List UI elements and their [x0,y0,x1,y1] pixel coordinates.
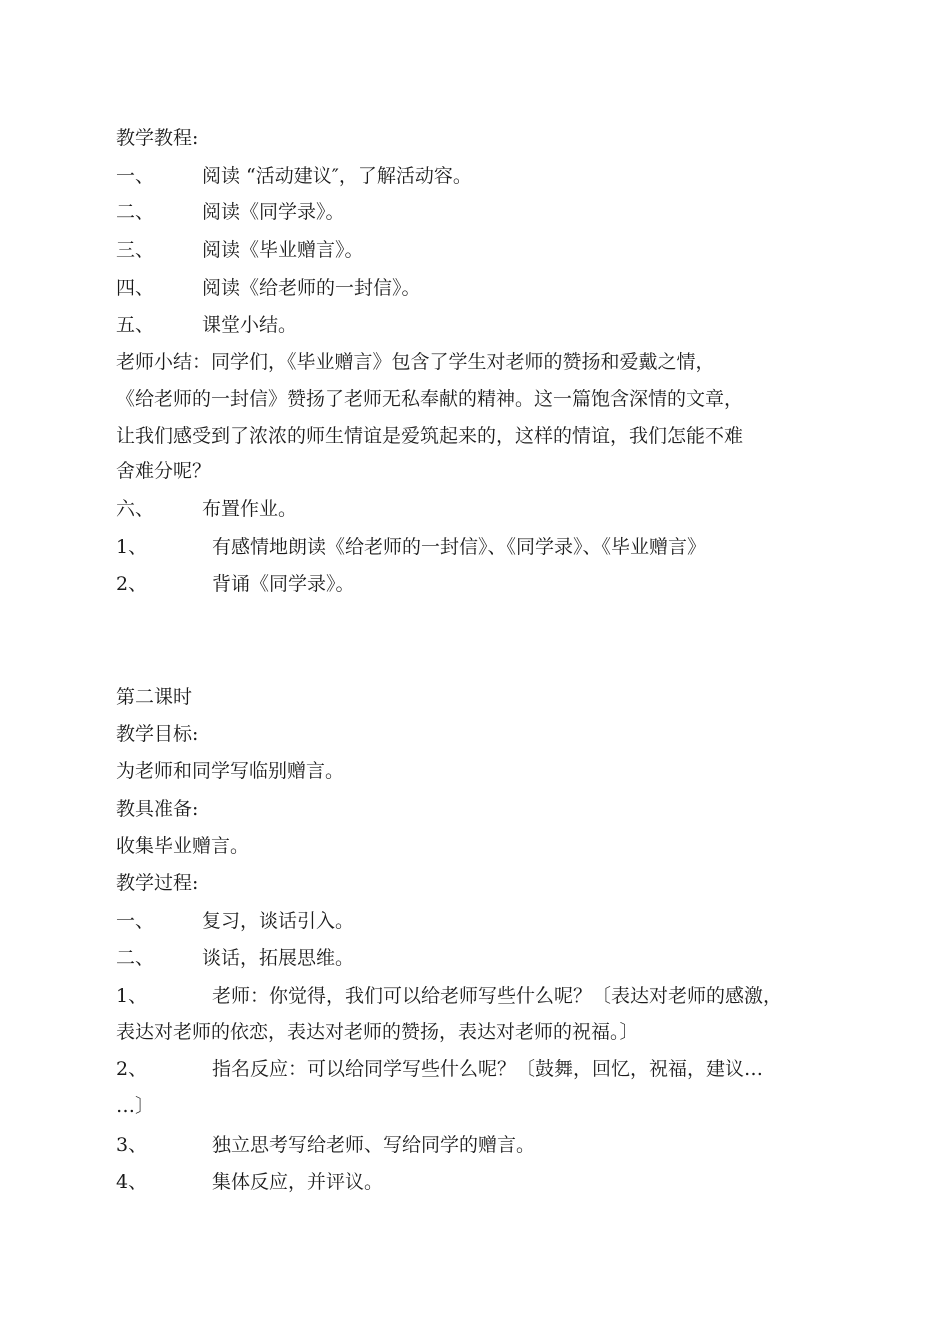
goal-text: 为老师和同学写临别赠言。 [116,760,345,782]
step-number: 二、 [116,201,155,223]
process-item-continuation: …〕 [116,1095,155,1117]
step-number: 五、 [116,314,155,336]
section-heading: 教学教程: [116,127,199,149]
step-line [116,238,364,262]
item-text: 独立思考写给老师、写给同学的赠言。 [212,1134,536,1156]
step-text: 阅读《毕业赠言》。 [202,239,364,261]
process-item [116,1057,763,1081]
lesson-title: 第二课时 [116,686,193,708]
homework-number: 1、 [116,536,148,558]
step-text: 阅读《同学录》。 [202,201,345,223]
step-text: 谈话，拓展思维。 [202,947,355,969]
process-label: 教学过程: [116,872,199,894]
step-line [116,200,345,224]
step-line [116,313,297,337]
step-number: 六、 [116,498,155,520]
item-text: 老师：你觉得，我们可以给老师写些什么呢？〔表达对老师的感激， [212,985,783,1007]
item-text: 集体反应，并评议。 [212,1171,384,1193]
step-text: 阅读 “活动建议″，了解活动容。 [202,165,472,187]
step-line [116,164,472,188]
item-number: 4、 [116,1171,148,1193]
homework-number: 2、 [116,573,148,595]
process-item [116,984,782,1008]
prep-text: 收集毕业赠言。 [116,835,250,857]
step-number: 三、 [116,239,155,261]
step-line [116,497,297,521]
step-number: 二、 [116,947,155,969]
summary-line: 舍难分呢？ [116,460,212,482]
step-line [116,276,421,300]
item-number: 1、 [116,985,148,1007]
process-item-continuation: 表达对老师的依恋，表达对老师的赞扬，表达对老师的祝福。〕 [116,1021,639,1043]
step-number: 一、 [116,910,155,932]
item-text: 指名反应：可以给同学写些什么呢？〔鼓舞，回忆，祝福，建议… [212,1058,764,1080]
homework-line [116,572,355,596]
step-text: 阅读《给老师的一封信》。 [202,277,421,299]
item-number: 3、 [116,1134,148,1156]
summary-line: 让我们感受到了浓浓的师生情谊是爱筑起来的，这样的情谊，我们怎能不难 [116,425,744,447]
process-item [116,1133,535,1157]
step-number: 一、 [116,165,155,187]
goal-label: 教学目标: [116,723,199,745]
process-item [116,1170,383,1194]
item-number: 2、 [116,1058,148,1080]
step-text: 复习，谈话引入。 [202,910,355,932]
step-line [116,909,354,933]
summary-line: 《给老师的一封信》赞扬了老师无私奉献的精神。这一篇饱含深情的文章， [116,388,744,410]
prep-label: 教具准备: [116,798,199,820]
step-text: 课堂小结。 [202,314,298,336]
step-number: 四、 [116,277,155,299]
homework-text: 背诵《同学录》。 [212,573,355,595]
step-line [116,946,354,970]
homework-line [116,535,706,559]
step-text: 布置作业。 [202,498,298,520]
summary-line: 老师小结：同学们，《毕业赠言》包含了学生对老师的赞扬和爱戴之情， [116,351,715,373]
homework-text: 有感情地朗读《给老师的一封信》、《同学录》、《毕业赠言》 [212,536,707,558]
